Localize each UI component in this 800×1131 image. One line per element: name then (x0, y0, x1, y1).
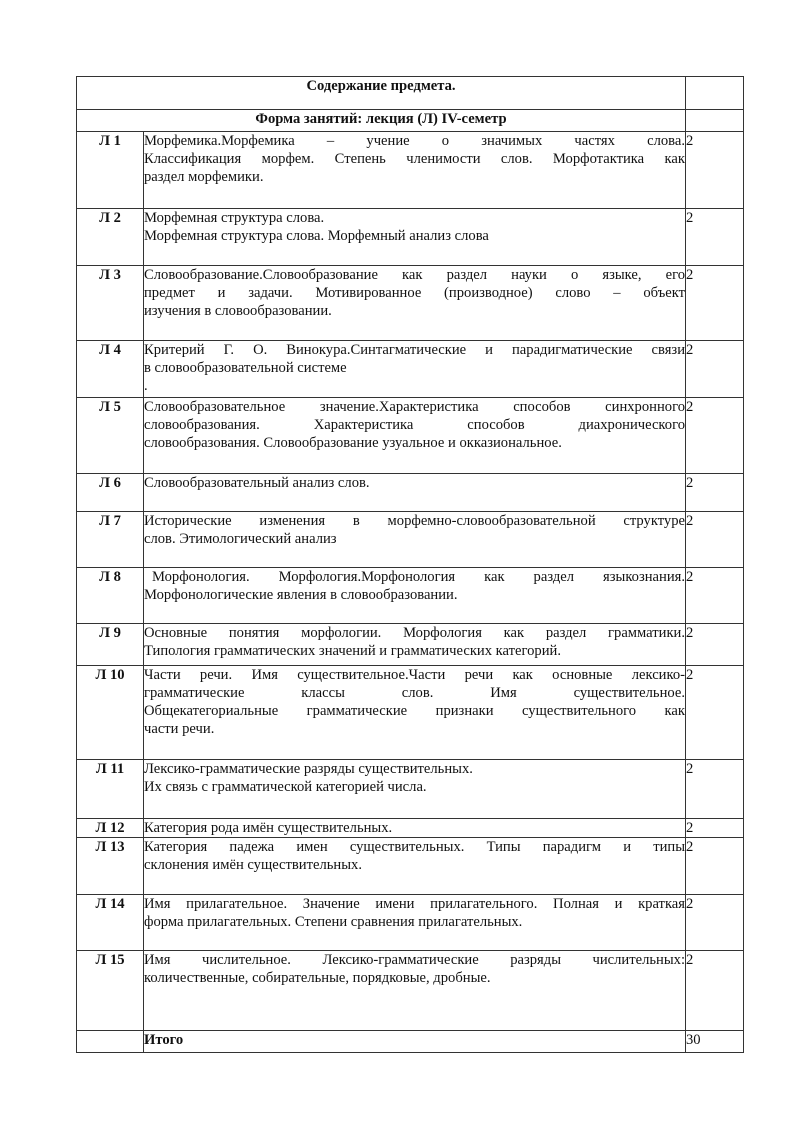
topic-line: Типология грамматических значений и грамматических категорий. (144, 643, 561, 659)
title-row (77, 77, 744, 110)
lecture-hours: 2 (686, 512, 744, 568)
lecture-hours: 2 (686, 209, 744, 266)
lecture-hours: 2 (686, 624, 744, 666)
lecture-hours: 2 (686, 951, 744, 1031)
lecture-topic (144, 341, 686, 398)
lecture-hours: 2 (686, 341, 744, 398)
form-header: Форма занятий: лекция (Л) IV-семетр (77, 110, 686, 132)
form-header-row (77, 110, 744, 132)
lecture-number: Л 5 (77, 398, 144, 474)
topic-line: части речи. (144, 721, 215, 737)
lecture-number: Л 15 (77, 951, 144, 1031)
topic-line: Словообразовательный анализ слов. (144, 475, 370, 491)
topic-line: . (144, 378, 148, 394)
table-title: Содержание предмета. (77, 77, 686, 110)
lecture-number: Л 9 (77, 624, 144, 666)
lecture-topic (144, 266, 686, 341)
lecture-topic (144, 895, 686, 951)
lecture-number: Л 12 (77, 819, 144, 838)
topic-line: Имя прилагательное. Значение имени прилагательного. Полная и краткая (144, 896, 685, 912)
table-row (77, 512, 744, 568)
topic-line: Лексико-грамматические разряды существительных. (144, 761, 473, 777)
lecture-number: Л 13 (77, 838, 144, 895)
lecture-hours: 2 (686, 568, 744, 624)
topic-line: словообразования. Словообразование узуальное и окказиональное. (144, 435, 562, 451)
table-row (77, 209, 744, 266)
table-row (77, 819, 744, 838)
topic-line: Морфонология. Морфология.Морфонология как раздел языкознания. (152, 569, 685, 585)
lecture-number: Л 1 (77, 132, 144, 209)
topic-line: Имя числительное. Лексико-грамматические разряды числительных: (144, 952, 685, 968)
topic-line: слов. Этимологический анализ (144, 531, 337, 547)
topic-line: Критерий Г. О. Винокура.Синтагматические и парадигматические связи (144, 342, 685, 358)
lecture-number: Л 7 (77, 512, 144, 568)
lecture-topic (144, 209, 686, 266)
topic-line: Классификация морфем. Степень членимости слов. Морфотактика как (144, 151, 685, 167)
table-row (77, 341, 744, 398)
lecture-hours: 2 (686, 474, 744, 512)
total-label: Итого (144, 1031, 686, 1053)
table-row (77, 666, 744, 760)
topic-line: количественные, собирательные, порядковые, дробные. (144, 970, 491, 986)
topic-line: грамматические классы слов. Имя существительное. (144, 685, 685, 701)
table-row (77, 895, 744, 951)
topic-line: Категория рода имён существительных. (144, 820, 393, 836)
lecture-hours: 2 (686, 838, 744, 895)
lecture-topic (144, 568, 686, 624)
topic-line: Словообразование.Словообразование как раздел науки о языке, его (144, 267, 685, 283)
table-row (77, 132, 744, 209)
lecture-number: Л 14 (77, 895, 144, 951)
table-row (77, 266, 744, 341)
lecture-number: Л 11 (77, 760, 144, 819)
topic-line: Общекатегориальные грамматические признаки существительного как (144, 703, 685, 719)
table-row (77, 398, 744, 474)
topic-line: в словообразовательной системе (144, 360, 347, 376)
table-row (77, 838, 744, 895)
lecture-number: Л 2 (77, 209, 144, 266)
lecture-hours: 2 (686, 398, 744, 474)
lecture-number: Л 8 (77, 568, 144, 624)
table-row (77, 624, 744, 666)
lecture-hours: 2 (686, 760, 744, 819)
lecture-topic (144, 666, 686, 760)
lecture-number: Л 3 (77, 266, 144, 341)
topic-line: Морфемная структура слова. Морфемный анализ слова (144, 228, 489, 244)
lecture-number: Л 10 (77, 666, 144, 760)
topic-line: Исторические изменения в морфемно-словообразовательной структуре (144, 513, 685, 529)
topic-line: раздел морфемики. (144, 169, 264, 185)
lecture-topic (144, 760, 686, 819)
topic-line: Морфемная структура слова. (144, 210, 325, 226)
lecture-number: Л 4 (77, 341, 144, 398)
lecture-topic (144, 951, 686, 1031)
topic-line: склонения имён существительных. (144, 857, 362, 873)
lecture-hours: 2 (686, 132, 744, 209)
topic-line: Морфонологические явления в словообразовании. (144, 587, 458, 603)
topic-line: словообразования. Характеристика способов диахронического (144, 417, 685, 433)
lecture-topic (144, 474, 686, 512)
lecture-hours: 2 (686, 266, 744, 341)
table-row (77, 951, 744, 1031)
topic-line: форма прилагательных. Степени сравнения прилагательных. (144, 914, 523, 930)
syllabus-table (76, 76, 744, 1053)
form-hours-cell (686, 110, 744, 132)
lecture-topic (144, 838, 686, 895)
topic-line: Части речи. Имя существительное.Части речи как основные лексико- (144, 667, 685, 683)
lecture-hours: 2 (686, 895, 744, 951)
total-row (77, 1031, 744, 1053)
table-row (77, 760, 744, 819)
lecture-topic (144, 512, 686, 568)
table-row (77, 568, 744, 624)
lecture-topic (144, 624, 686, 666)
topic-line: изучения в словообразовании. (144, 303, 332, 319)
lecture-hours: 2 (686, 819, 744, 838)
topic-line: Категория падежа имен существительных. Типы парадигм и типы (144, 839, 685, 855)
topic-line: предмет и задачи. Мотивированное (производное) слово – объект (144, 285, 685, 301)
topic-line: Словообразовательное значение.Характеристика способов синхронного (144, 399, 685, 415)
total-number-cell (77, 1031, 144, 1053)
topic-line: Основные понятия морфологии. Морфология как раздел грамматики. (144, 625, 685, 641)
table-row (77, 474, 744, 512)
topic-line: Их связь с грамматической категорией числа. (144, 779, 427, 795)
lecture-hours: 2 (686, 666, 744, 760)
lecture-number: Л 6 (77, 474, 144, 512)
total-value: 30 (686, 1031, 744, 1053)
lecture-topic (144, 132, 686, 209)
topic-line: Морфемика.Морфемика – учение о значимых частях слова. (144, 133, 685, 149)
lecture-topic (144, 398, 686, 474)
lecture-topic (144, 819, 686, 838)
title-hours-cell (686, 77, 744, 110)
